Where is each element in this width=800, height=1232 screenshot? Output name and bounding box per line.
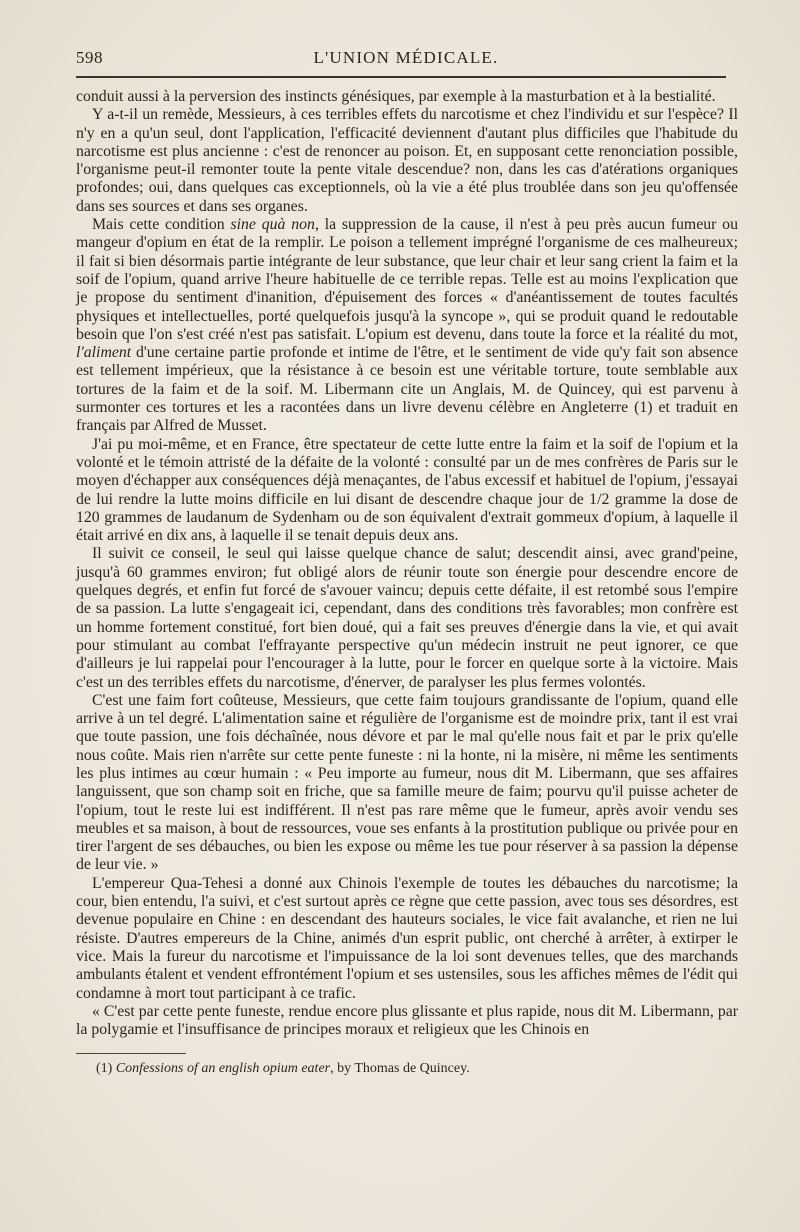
footnote-text: , by Thomas de Quincey. [330,1061,470,1077]
running-title: L'UNION MÉDICALE. [313,48,499,67]
emphasized-word: l'aliment [76,344,132,362]
paragraph-text: Mais cette condition [92,216,231,234]
paragraph: J'ai pu moi-même, et en France, être spectateur de cette lutte entre la faim et la soif de l'opium et la volonté et le témoin attristé de la défaite de la volonté : consulté par un de mes confrères de Paris sur le moyen d'échapper aux conséquences déjà menaçantes, de l'abus excessif et habituel de l'opium, j'essayai de lui rendre la lutte moins difficile en lui disant de descendre chaque jour de 1/2 gramme la dose de 120 grammes de laudanum de Sydenham ou de son équivalent d'extrait gommeux d'opium, à laquelle il était arrivé en dix ans, à laquelle il se tenait depuis deux ans. [76,435,738,545]
paragraph: Y a-t-il un remède, Messieurs, à ces terribles effets du narcotisme et chez l'individu et sur l'espèce? Il n'y en a qu'un seul, dont l'application, l'efficacité deviennent d'autant plus difficiles que l'habitude du narcotisme est plus ancienne : c'est de renoncer au poison. Et, en supposant cette renonciation possible, l'organisme peut-il remonter toute la pente vitale descendue? non, dans les cas d'atérations organiques profondes; oui, dans quelques cas exceptionnels, où la vie a été plus troublée dans son jeu qu'offensée dans ses sources et dans ses organes. [76,106,738,215]
footnote-marker: (1) [96,1061,116,1077]
paragraph-text: d'une certaine partie profonde et intime de l'être, et le sentiment de vide qu'y fait son absence est tellement impérieux, que la résistance à ce besoin est une véritable torture, toute semblable aux tortures de la faim et de la soif. M. Libermann cite un Anglais, M. de Quincey, qui est parvenu à surmonter ces tortures et les a racontées dans un livre devenu célèbre en Angleterre (1) et traduit en français par Alfred de Musset. [76,344,738,435]
paragraph: « C'est par cette pente funeste, rendue encore plus glissante et plus rapide, nous dit M. Libermann, par la polygamie et l'insuffisance de principes moraux et religieux que les Chinois en [76,1002,738,1039]
body-text [76,88,738,1039]
latin-phrase: sine quà non [230,216,315,234]
page-header [76,42,736,72]
paragraph: conduit aussi à la perversion des instincts génésiques, par exemple à la masturbation et à la bestialité. [76,88,716,105]
footnote-title: Confessions of an english opium eater [115,1061,331,1077]
page-number: 598 [76,48,103,67]
paragraph: C'est une faim fort coûteuse, Messieurs, que cette faim toujours grandissante de l'opium, quand elle arrive à un tel degré. L'alimentation saine et régulière de l'organisme est de moindre prix, tant il est vrai que toute passion, une fois déchaînée, nous dévore et par le mal qu'elle nous fait et par le prix qu'elle nous coûte. Mais rien n'arrête sur cette pente funeste : ni la honte, ni la misère, ni même les sentiments les plus intimes au cœur humain : « Peu importe au fumeur, nous dit M. Libermann, que ses affaires languissent, que son champ soit en friche, que sa famille meure de faim; pourvu qu'il puisse acheter de l'opium, tout le reste lui est indifférent. Il n'est pas rare même que le fumeur, après avoir vendu ses meubles et sa maison, à bout de ressources, voue ses enfants à la prostitution publique ou privée pour en tirer l'argent de ses débauches, ou bien les expose ou même les tue pour réserver à sa passion la dépense de leur vie. » [76,691,738,874]
footnote [76,1060,758,1077]
paragraph: Il suivit ce conseil, le seul qui laisse quelque chance de salut; descendit ainsi, avec grand'peine, jusqu'à 60 grammes environ; fut obligé alors de réunir toute son énergie pour descendre encore de quelques degrés, et enfin fut forcé de s'avouer vaincu; depuis cette défaite, il est retombé sous l'empire de sa passion. La lutte s'engageait ici, cependant, dans des conditions très favorables; mon confrère est un homme fortement constitué, fort bien doué, qui a fait ses preuves d'énergie dans la vie, et qui avait pour stimulant au combat l'effrayante perspective qu'un médecin instruit ne peut ignorer, ce que d'ailleurs je lui rappelai pour l'encourager à la lutte, pour le forcer en quelque sorte à la victoire. Mais c'est un des terribles effets du narcotisme, d'énerver, de paralyser les plus fermes volontés. [76,545,738,691]
footnote-rule [76,1053,186,1054]
paragraph-text: , la suppression de la cause, il n'est à peu près aucun fumeur ou mangeur d'opium en état de la remplir. Le poison a tellement imprégné l'organisme de ces malheureux; il fait si bien désormais partie intégrante de leur substance, que leur chair et leur sang crient la faim et la soif de l'opium, quand arrive l'heure habituelle de ce terrible repas. Telle est au moins l'explication que je propose du sentiment d'inanition, d'épuisement des forces « d'anéantissement de toutes facultés physiques et intellectuelles, porté quelquefois jusqu'à la syncope », qui se produit quand le redoutable besoin que l'on s'est créé n'est pas satisfait. L'opium est devenu, dans toute la force et la réalité du mot, [76,216,738,343]
paragraph [76,216,738,436]
header-rule [76,76,726,78]
paragraph: L'empereur Qua-Tehesi a donné aux Chinois l'exemple de toutes les débauches du narcotisme; la cour, bien entendu, l'a suivi, et c'est surtout après ce règne que cette passion, avec tous ses désordres, est devenue populaire en Chine : en descendant des hauteurs sociales, le vice fait avalanche, et rien ne lui résiste. D'autres empereurs de la Chine, animés d'un esprit public, ont cherché à arrêter, à extirper le vice. Mais la fureur du narcotisme et l'impuissance de la loi sont devenues telles, que des marchands ambulants étalent et vendent effrontément l'opium et ses ustensiles, sous les affiches mêmes de l'édit qui condamne à mort tout participant à ce trafic. [76,874,738,1002]
